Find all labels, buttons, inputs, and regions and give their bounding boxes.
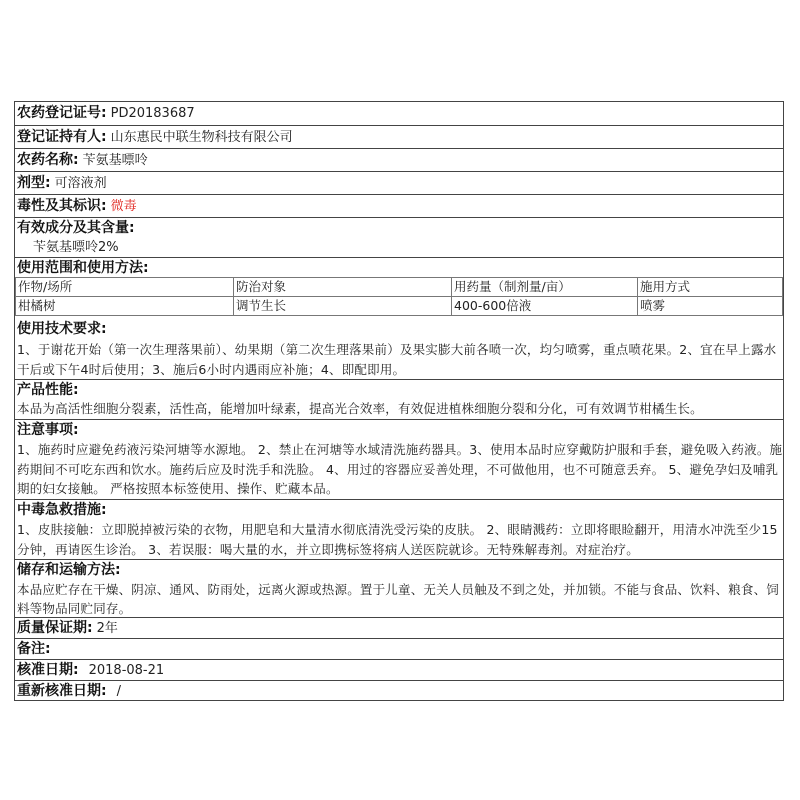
- performance-label: 产品性能:: [17, 382, 79, 398]
- precautions-row: [15, 420, 783, 500]
- precautions-label: 注意事项:: [17, 422, 79, 438]
- storage-row: [15, 560, 783, 618]
- usage-header-method: 施用方式: [638, 278, 783, 297]
- registration-row: [15, 102, 783, 126]
- ingredient-row: [15, 218, 783, 258]
- formulation-value: 可溶液剂: [54, 176, 107, 191]
- ingredient-value: 苄氨基嘌呤2%: [33, 240, 119, 255]
- technique-label: 使用技术要求:: [17, 321, 107, 337]
- usage-header-dosage: 用药量（制剂量/亩）: [452, 278, 638, 297]
- approval-date-row: [15, 660, 783, 681]
- toxicity-value: 微毒: [110, 199, 137, 214]
- formulation-label: 剂型:: [17, 175, 51, 191]
- first-aid-label: 中毒急救措施:: [17, 502, 107, 518]
- usage-header-target: 防治对象: [234, 278, 452, 297]
- first-aid-row: [15, 500, 783, 560]
- usage-cell-dosage: 400-600倍液: [452, 297, 638, 316]
- usage-cell-crop: 柑橘树: [16, 297, 234, 316]
- remarks-label: 备注:: [17, 641, 51, 657]
- shelf-life-label: 质量保证期:: [17, 620, 93, 636]
- reapproval-date-row: [15, 681, 783, 701]
- reapproval-date-value: /: [116, 684, 121, 699]
- registration-value: PD20183687: [110, 106, 195, 121]
- remarks-row: [15, 639, 783, 660]
- usage-cell-method: 喷雾: [638, 297, 783, 316]
- usage-section: [15, 258, 783, 318]
- storage-text: 本品应贮存在干燥、阴凉、通风、防雨处，远离火源或热源。置于儿童、无关人员触及不到之处，并加锁。不能与食品、饮料、粮食、饲料等物品同贮同存。: [17, 582, 780, 616]
- name-value: 苄氨基嘌呤: [82, 153, 148, 168]
- technique-row: [15, 318, 783, 380]
- formulation-row: [15, 172, 783, 195]
- precautions-text: 1、施药时应避免药液污染河塘等水源地。 2、禁止在河塘等水域清洗施药器具。3、使用本品时应穿戴防护服和手套，避免吸入药液。施药期间不可吃东西和饮水。施药后应及时洗手和洗脸。 4、用过的容器应妥善处理，不可做他用，也不可随意丢弃。 5、避免孕妇及哺乳期的妇女接触。 严格按照本标签使用、操作、贮藏本品。: [17, 442, 783, 496]
- performance-row: [15, 380, 783, 420]
- usage-label: 使用范围和使用方法:: [17, 260, 149, 276]
- first-aid-text: 1、皮肤接触：立即脱掉被污染的衣物，用肥皂和大量清水彻底清洗受污染的皮肤。 2、眼睛溅药：立即将眼睑翻开，用清水冲洗至少15分钟，再请医生诊治。 3、若误服：喝大量的水，并立即携标签将病人送医院就诊。无特殊解毒剂。对症治疗。: [17, 522, 778, 557]
- reapproval-date-label: 重新核准日期:: [17, 683, 107, 699]
- name-row: [15, 149, 783, 172]
- toxicity-row: [15, 195, 783, 218]
- name-label: 农药名称:: [17, 152, 79, 168]
- toxicity-label: 毒性及其标识:: [17, 198, 107, 214]
- shelf-life-row: [15, 618, 783, 639]
- registration-label: 农药登记证号:: [17, 105, 107, 121]
- holder-label: 登记证持有人:: [17, 129, 107, 145]
- pesticide-label-table: [14, 101, 784, 701]
- holder-value: 山东惠民中联生物科技有限公司: [110, 130, 293, 145]
- usage-cell-target: 调节生长: [234, 297, 452, 316]
- usage-table: [15, 277, 783, 316]
- shelf-life-value: 2年: [96, 621, 118, 636]
- approval-date-label: 核准日期:: [17, 662, 79, 678]
- ingredient-label: 有效成分及其含量:: [17, 220, 135, 236]
- usage-header-crop: 作物/场所: [16, 278, 234, 297]
- holder-row: [15, 126, 783, 149]
- approval-date-value: 2018-08-21: [88, 663, 165, 678]
- technique-text: 1、于谢花开始（第一次生理落果前）、幼果期（第二次生理落果前）及果实膨大前各喷一次，均匀喷雾，重点喷花果。2、宜在早上露水干后或下午4时后使用；3、施后6小时内遇雨应补施；4、即配即用。: [17, 342, 777, 377]
- performance-text: 本品为高活性细胞分裂素，活性高，能增加叶绿素，提高光合效率，有效促进植株细胞分裂和分化，可有效调节柑橘生长。: [17, 401, 703, 416]
- usage-header-row: [16, 278, 783, 297]
- storage-label: 储存和运输方法:: [17, 562, 121, 578]
- table-row: [16, 297, 783, 316]
